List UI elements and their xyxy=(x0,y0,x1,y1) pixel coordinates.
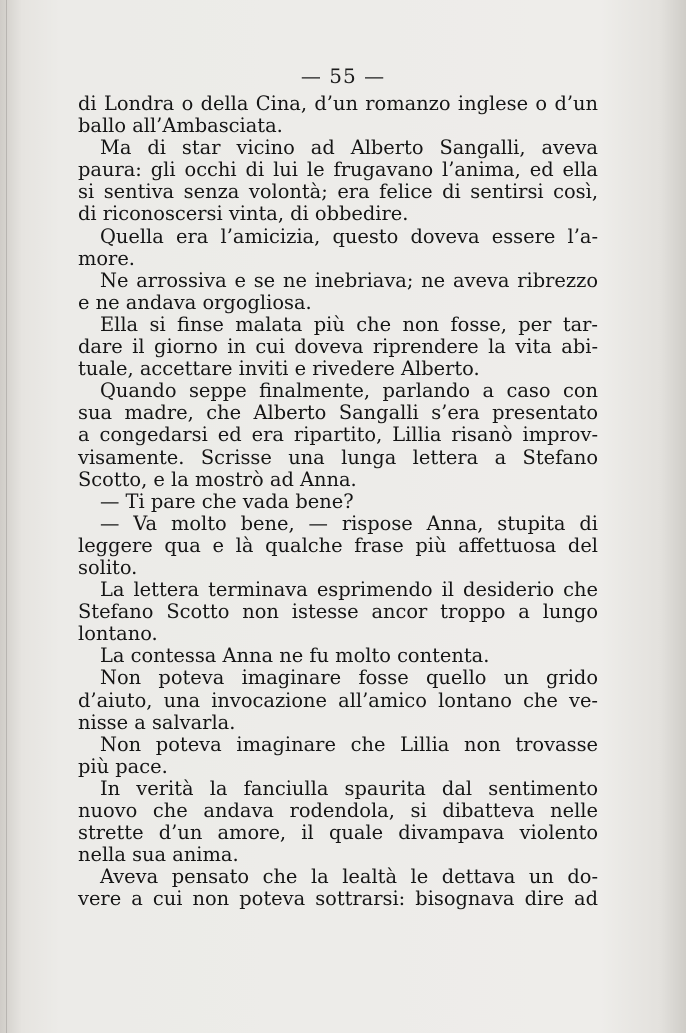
text-line: vere a cui non poteva sottrarsi: bisognava dire ad xyxy=(78,887,598,911)
text-line: La lettera terminava esprimendo il desiderio che xyxy=(100,578,598,602)
page-number: — 55 — xyxy=(300,64,386,88)
text-line: nella sua anima. xyxy=(78,843,239,867)
page-edge xyxy=(6,0,7,1033)
text-line: nuovo che andava rodendola, si dibatteva nelle xyxy=(78,799,598,822)
text-line: ballo all’Ambasciata. xyxy=(78,114,283,138)
text-line: In verità la fanciulla spaurita dal sentimento xyxy=(100,776,598,800)
text-line: d’aiuto, una invocazione all’amico lontano che ve- xyxy=(78,688,598,712)
text-line: Ne arrossiva e se ne inebriava; ne aveva ribrezzo xyxy=(100,268,598,292)
text-line: visamente. Scrisse una lunga lettera a Stefano xyxy=(78,445,598,469)
text-line: nisse a salvarla. xyxy=(78,710,236,734)
text-line: sua madre, che Alberto Sangalli s’era presentato xyxy=(78,401,598,425)
text-line: — Ti pare che vada bene? xyxy=(100,489,354,513)
text-line: a congedarsi ed era ripartito, Lillia risanò improv- xyxy=(78,423,598,447)
text-line: Ma di star vicino ad Alberto Sangalli, aveva xyxy=(100,136,598,160)
text-line: Scotto, e la mostrò ad Anna. xyxy=(78,467,357,491)
text-line: di riconoscersi vinta, di obbedire. xyxy=(78,202,409,226)
text-line: solito. xyxy=(78,555,138,579)
text-line: si sentiva senza volontà; era felice di sentirsi così, xyxy=(78,180,598,204)
text-line: La contessa Anna ne fu molto contenta. xyxy=(100,644,490,668)
text-line: — Va molto bene, — rispose Anna, stupita di xyxy=(100,511,598,535)
text-line: Ella si finse malata più che non fosse, per tar- xyxy=(100,312,598,336)
text-line: Quando seppe finalmente, parlando a caso con xyxy=(100,379,598,403)
text-line: Quella era l’amicizia, questo doveva essere l’a- xyxy=(100,224,598,248)
text-line: Non poteva imaginare fosse quello un grido xyxy=(100,666,598,690)
body-text xyxy=(78,93,598,910)
text-line: leggere qua e là qualche frase più affettuosa del xyxy=(78,533,598,557)
text-line: dare il giorno in cui doveva riprendere la vita abi- xyxy=(78,335,598,359)
text-line: lontano. xyxy=(78,622,158,646)
text-line: paura: gli occhi di lui le frugavano l’anima, ed ella xyxy=(78,158,598,182)
text-line: more. xyxy=(78,246,135,270)
text-line: di Londra o della Cina, d’un romanzo inglese o d’un xyxy=(78,92,598,115)
text-line: Stefano Scotto non istesse ancor troppo a lungo xyxy=(78,600,598,624)
text-line: Non poteva imaginare che Lillia non trovasse xyxy=(100,732,598,756)
text-line: Aveva pensato che la lealtà le dettava un do- xyxy=(100,865,598,889)
text-line: e ne andava orgogliosa. xyxy=(78,290,312,314)
text-line: strette d’un amore, il quale divampava violento xyxy=(78,821,598,845)
text-line: tuale, accettare inviti e rivedere Alberto. xyxy=(78,357,480,381)
text-line: più pace. xyxy=(78,754,168,778)
